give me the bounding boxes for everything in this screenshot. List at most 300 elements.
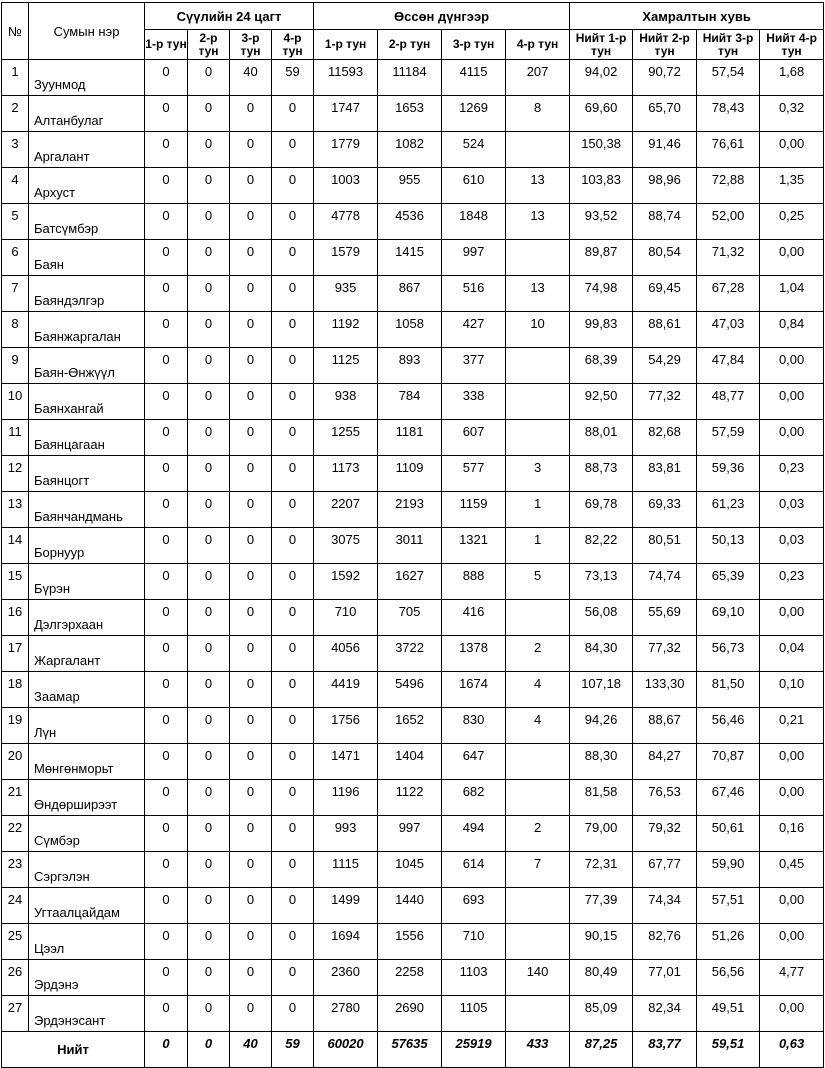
table-cell: 0 xyxy=(272,168,314,204)
table-cell: 0 xyxy=(230,528,272,564)
table-cell: 0 xyxy=(188,996,230,1032)
row-number: 27 xyxy=(2,996,29,1032)
header-last-24h: Сүүлийн 24 цагт xyxy=(145,3,314,30)
table-cell: 0 xyxy=(145,492,188,528)
header-cumulative: Өссөн дүнгээр xyxy=(314,3,570,30)
table-cell: 1192 xyxy=(314,312,378,348)
row-number: 6 xyxy=(2,240,29,276)
table-cell: 1653 xyxy=(378,96,442,132)
table-cell: 610 xyxy=(442,168,506,204)
table-cell: 494 xyxy=(442,816,506,852)
table-cell: 4,77 xyxy=(760,960,824,996)
table-row xyxy=(2,708,824,744)
row-number: 25 xyxy=(2,924,29,960)
row-number: 9 xyxy=(2,348,29,384)
table-cell: 103,83 xyxy=(570,168,633,204)
soum-name: Сүмбэр xyxy=(29,816,145,852)
table-cell: 56,56 xyxy=(697,960,760,996)
table-cell: 0 xyxy=(230,420,272,456)
table-cell: 0 xyxy=(145,816,188,852)
table-cell: 0,16 xyxy=(760,816,824,852)
total-cell: 0 xyxy=(145,1032,188,1068)
table-cell: 1173 xyxy=(314,456,378,492)
table-cell: 3011 xyxy=(378,528,442,564)
table-cell: 0 xyxy=(145,528,188,564)
table-cell: 79,32 xyxy=(633,816,697,852)
table-cell xyxy=(506,384,570,420)
table-cell: 4536 xyxy=(378,204,442,240)
table-cell: 0,10 xyxy=(760,672,824,708)
table-cell: 0 xyxy=(230,852,272,888)
table-cell: 2 xyxy=(506,816,570,852)
header-cum-dose-1: 1-р тун xyxy=(314,30,378,60)
table-cell: 72,31 xyxy=(570,852,633,888)
table-cell: 77,39 xyxy=(570,888,633,924)
total-cell: 0 xyxy=(188,1032,230,1068)
table-cell: 0 xyxy=(145,780,188,816)
table-cell: 81,50 xyxy=(697,672,760,708)
table-cell: 0,00 xyxy=(760,420,824,456)
table-cell: 0 xyxy=(272,132,314,168)
table-cell: 0 xyxy=(188,348,230,384)
table-cell: 0 xyxy=(188,312,230,348)
table-cell: 647 xyxy=(442,744,506,780)
table-cell: 0,45 xyxy=(760,852,824,888)
table-cell: 69,78 xyxy=(570,492,633,528)
table-cell: 77,32 xyxy=(633,384,697,420)
table-cell: 2258 xyxy=(378,960,442,996)
table-cell: 1848 xyxy=(442,204,506,240)
table-cell: 0,21 xyxy=(760,708,824,744)
table-row xyxy=(2,492,824,528)
header-cum-dose-4: 4-р тун xyxy=(506,30,570,60)
table-cell: 0 xyxy=(188,852,230,888)
total-cell: 60020 xyxy=(314,1032,378,1068)
table-cell: 997 xyxy=(442,240,506,276)
table-cell: 0,00 xyxy=(760,924,824,960)
table-cell: 0 xyxy=(272,240,314,276)
table-cell: 938 xyxy=(314,384,378,420)
header-coverage: Хамралтын хувь xyxy=(570,3,824,30)
table-cell: 0 xyxy=(230,744,272,780)
soum-name: Баянхангай xyxy=(29,384,145,420)
table-cell: 1471 xyxy=(314,744,378,780)
table-cell: 0 xyxy=(188,636,230,672)
table-cell: 67,28 xyxy=(697,276,760,312)
table-cell: 693 xyxy=(442,888,506,924)
table-cell: 88,67 xyxy=(633,708,697,744)
table-row xyxy=(2,348,824,384)
table-cell: 0 xyxy=(145,636,188,672)
row-number: 20 xyxy=(2,744,29,780)
table-cell: 0 xyxy=(230,672,272,708)
table-cell: 77,32 xyxy=(633,636,697,672)
table-cell: 67,77 xyxy=(633,852,697,888)
table-cell: 1627 xyxy=(378,564,442,600)
table-cell: 867 xyxy=(378,276,442,312)
table-cell: 1255 xyxy=(314,420,378,456)
table-cell: 0 xyxy=(188,564,230,600)
table-cell: 1 xyxy=(506,492,570,528)
table-cell: 59,36 xyxy=(697,456,760,492)
table-cell: 516 xyxy=(442,276,506,312)
soum-name: Бүрэн xyxy=(29,564,145,600)
table-cell: 69,33 xyxy=(633,492,697,528)
table-cell: 0,03 xyxy=(760,492,824,528)
table-row xyxy=(2,996,824,1032)
table-cell: 0,00 xyxy=(760,996,824,1032)
table-cell: 0 xyxy=(230,312,272,348)
table-row xyxy=(2,456,824,492)
table-cell: 0 xyxy=(272,492,314,528)
table-cell: 0,00 xyxy=(760,240,824,276)
table-cell: 5 xyxy=(506,564,570,600)
table-cell: 784 xyxy=(378,384,442,420)
total-label: Нийт xyxy=(2,1032,145,1068)
table-cell: 0 xyxy=(272,528,314,564)
table-cell: 57,54 xyxy=(697,60,760,96)
table-row xyxy=(2,312,824,348)
table-cell: 705 xyxy=(378,600,442,636)
table-cell: 4 xyxy=(506,708,570,744)
table-cell: 0 xyxy=(145,204,188,240)
table-cell: 4115 xyxy=(442,60,506,96)
table-cell: 893 xyxy=(378,348,442,384)
table-cell xyxy=(506,420,570,456)
table-cell: 91,46 xyxy=(633,132,697,168)
table-cell: 7 xyxy=(506,852,570,888)
row-number: 12 xyxy=(2,456,29,492)
row-number: 21 xyxy=(2,780,29,816)
table-cell: 1,04 xyxy=(760,276,824,312)
table-cell: 82,76 xyxy=(633,924,697,960)
table-cell: 0 xyxy=(145,600,188,636)
table-cell: 0 xyxy=(230,132,272,168)
table-cell: 88,01 xyxy=(570,420,633,456)
table-cell: 13 xyxy=(506,204,570,240)
table-cell: 0,23 xyxy=(760,564,824,600)
table-cell: 70,87 xyxy=(697,744,760,780)
row-number: 7 xyxy=(2,276,29,312)
table-row xyxy=(2,168,824,204)
soum-name: Баянжаргалан xyxy=(29,312,145,348)
header-cov-dose-1: Нийт 1-р тун xyxy=(570,30,633,60)
table-cell: 997 xyxy=(378,816,442,852)
table-cell: 0 xyxy=(145,744,188,780)
table-cell: 0 xyxy=(230,564,272,600)
total-row xyxy=(2,1032,824,1068)
table-cell: 0,23 xyxy=(760,456,824,492)
table-cell: 1003 xyxy=(314,168,378,204)
table-cell: 0 xyxy=(145,276,188,312)
table-cell: 140 xyxy=(506,960,570,996)
table-cell: 1045 xyxy=(378,852,442,888)
table-cell: 0 xyxy=(272,420,314,456)
table-row xyxy=(2,564,824,600)
row-number: 24 xyxy=(2,888,29,924)
table-cell: 0 xyxy=(230,456,272,492)
table-cell: 4419 xyxy=(314,672,378,708)
table-cell: 52,00 xyxy=(697,204,760,240)
soum-name: Мөнгөнморьт xyxy=(29,744,145,780)
table-cell: 0 xyxy=(145,312,188,348)
header-cum-dose-2: 2-р тун xyxy=(378,30,442,60)
vaccination-table xyxy=(1,2,824,1068)
table-cell: 90,15 xyxy=(570,924,633,960)
table-cell: 2360 xyxy=(314,960,378,996)
table-cell: 0 xyxy=(188,384,230,420)
table-cell: 81,58 xyxy=(570,780,633,816)
table-cell: 0 xyxy=(145,456,188,492)
table-cell: 51,26 xyxy=(697,924,760,960)
table-cell: 0 xyxy=(272,348,314,384)
table-cell: 71,32 xyxy=(697,240,760,276)
soum-name: Лүн xyxy=(29,708,145,744)
table-cell: 82,68 xyxy=(633,420,697,456)
table-cell: 59,90 xyxy=(697,852,760,888)
table-cell: 99,83 xyxy=(570,312,633,348)
table-cell xyxy=(506,744,570,780)
table-cell xyxy=(506,600,570,636)
soum-name: Жаргалант xyxy=(29,636,145,672)
table-cell: 0 xyxy=(230,96,272,132)
table-cell: 0,25 xyxy=(760,204,824,240)
table-cell: 65,70 xyxy=(633,96,697,132)
table-cell: 0 xyxy=(272,960,314,996)
table-cell: 1058 xyxy=(378,312,442,348)
table-cell: 0 xyxy=(188,816,230,852)
soum-name: Дэлгэрхаан xyxy=(29,600,145,636)
table-row xyxy=(2,744,824,780)
table-cell: 0 xyxy=(272,636,314,672)
table-cell: 1321 xyxy=(442,528,506,564)
table-cell: 682 xyxy=(442,780,506,816)
table-cell: 72,88 xyxy=(697,168,760,204)
table-cell: 338 xyxy=(442,384,506,420)
total-cell: 59 xyxy=(272,1032,314,1068)
header-cov-dose-3: Нийт 3-р тун xyxy=(697,30,760,60)
table-cell: 49,51 xyxy=(697,996,760,1032)
table-cell xyxy=(506,924,570,960)
table-cell: 50,61 xyxy=(697,816,760,852)
table-cell: 935 xyxy=(314,276,378,312)
table-cell: 0 xyxy=(145,240,188,276)
header-24h-dose-3: 3-р тун xyxy=(230,30,272,60)
table-cell: 0 xyxy=(188,168,230,204)
table-cell: 0 xyxy=(188,492,230,528)
table-cell: 0 xyxy=(230,168,272,204)
table-cell: 74,74 xyxy=(633,564,697,600)
table-cell: 0 xyxy=(188,672,230,708)
table-row xyxy=(2,672,824,708)
table-cell: 0 xyxy=(188,276,230,312)
soum-name: Баянцогт xyxy=(29,456,145,492)
table-cell: 2 xyxy=(506,636,570,672)
soum-name: Зуунмод xyxy=(29,60,145,96)
table-cell: 0,00 xyxy=(760,780,824,816)
table-cell: 607 xyxy=(442,420,506,456)
table-cell: 830 xyxy=(442,708,506,744)
table-cell: 2207 xyxy=(314,492,378,528)
table-cell: 3722 xyxy=(378,636,442,672)
table-cell: 0 xyxy=(188,96,230,132)
table-cell: 88,74 xyxy=(633,204,697,240)
table-cell: 40 xyxy=(230,60,272,96)
table-cell: 11184 xyxy=(378,60,442,96)
header-24h-dose-2: 2-р тун xyxy=(188,30,230,60)
table-cell: 80,49 xyxy=(570,960,633,996)
table-cell: 0 xyxy=(230,384,272,420)
table-cell: 0 xyxy=(188,60,230,96)
table-cell: 13 xyxy=(506,168,570,204)
table-cell: 1592 xyxy=(314,564,378,600)
table-cell: 57,51 xyxy=(697,888,760,924)
table-cell: 107,18 xyxy=(570,672,633,708)
table-cell: 1404 xyxy=(378,744,442,780)
total-cell: 25919 xyxy=(442,1032,506,1068)
table-cell: 0 xyxy=(272,780,314,816)
soum-name: Борнуур xyxy=(29,528,145,564)
table-cell: 0 xyxy=(188,744,230,780)
table-cell: 0,04 xyxy=(760,636,824,672)
table-cell: 76,61 xyxy=(697,132,760,168)
table-cell: 0 xyxy=(230,204,272,240)
table-cell: 1181 xyxy=(378,420,442,456)
table-row xyxy=(2,60,824,96)
table-cell: 94,02 xyxy=(570,60,633,96)
table-cell: 69,10 xyxy=(697,600,760,636)
table-cell: 1125 xyxy=(314,348,378,384)
table-cell: 88,61 xyxy=(633,312,697,348)
table-cell: 4 xyxy=(506,672,570,708)
table-cell: 0 xyxy=(145,420,188,456)
table-cell: 0 xyxy=(230,636,272,672)
table-cell: 0 xyxy=(188,960,230,996)
table-cell: 98,96 xyxy=(633,168,697,204)
table-cell: 2780 xyxy=(314,996,378,1032)
table-cell: 524 xyxy=(442,132,506,168)
table-cell: 0 xyxy=(230,240,272,276)
row-number: 10 xyxy=(2,384,29,420)
table-cell: 1779 xyxy=(314,132,378,168)
table-cell xyxy=(506,348,570,384)
table-cell: 69,60 xyxy=(570,96,633,132)
row-number: 15 xyxy=(2,564,29,600)
table-cell: 1440 xyxy=(378,888,442,924)
table-cell: 0 xyxy=(188,924,230,960)
table-cell: 90,72 xyxy=(633,60,697,96)
total-cell: 87,25 xyxy=(570,1032,633,1068)
row-number: 1 xyxy=(2,60,29,96)
table-cell: 56,46 xyxy=(697,708,760,744)
row-number: 4 xyxy=(2,168,29,204)
soum-name: Архуст xyxy=(29,168,145,204)
table-row xyxy=(2,924,824,960)
header-24h-dose-4: 4-р тун xyxy=(272,30,314,60)
table-cell: 0 xyxy=(145,996,188,1032)
table-cell: 1,68 xyxy=(760,60,824,96)
table-cell: 0 xyxy=(230,492,272,528)
table-cell: 955 xyxy=(378,168,442,204)
total-cell: 0,63 xyxy=(760,1032,824,1068)
table-cell xyxy=(506,888,570,924)
table-cell: 0 xyxy=(272,600,314,636)
row-number: 14 xyxy=(2,528,29,564)
table-cell: 1579 xyxy=(314,240,378,276)
row-number: 8 xyxy=(2,312,29,348)
table-cell: 0 xyxy=(272,888,314,924)
table-cell: 0 xyxy=(145,564,188,600)
total-cell: 59,51 xyxy=(697,1032,760,1068)
table-cell: 80,54 xyxy=(633,240,697,276)
table-cell: 416 xyxy=(442,600,506,636)
row-number: 13 xyxy=(2,492,29,528)
table-cell: 92,50 xyxy=(570,384,633,420)
table-cell: 0 xyxy=(230,888,272,924)
table-cell: 73,13 xyxy=(570,564,633,600)
table-cell: 0 xyxy=(272,384,314,420)
table-cell: 68,39 xyxy=(570,348,633,384)
table-cell: 0 xyxy=(272,96,314,132)
table-cell: 1378 xyxy=(442,636,506,672)
table-cell: 0,00 xyxy=(760,600,824,636)
table-cell: 2690 xyxy=(378,996,442,1032)
table-cell: 0 xyxy=(145,60,188,96)
table-cell: 0,03 xyxy=(760,528,824,564)
table-cell: 82,34 xyxy=(633,996,697,1032)
table-cell: 0 xyxy=(145,708,188,744)
table-cell: 4778 xyxy=(314,204,378,240)
total-cell: 40 xyxy=(230,1032,272,1068)
header-cum-dose-3: 3-р тун xyxy=(442,30,506,60)
table-cell: 1269 xyxy=(442,96,506,132)
soum-name: Эрдэнэ xyxy=(29,960,145,996)
table-cell: 1122 xyxy=(378,780,442,816)
table-cell: 0 xyxy=(188,600,230,636)
row-number: 3 xyxy=(2,132,29,168)
table-cell: 0 xyxy=(230,276,272,312)
table-cell: 0 xyxy=(188,528,230,564)
table-cell: 54,29 xyxy=(633,348,697,384)
table-body xyxy=(2,60,824,1068)
table-cell: 84,27 xyxy=(633,744,697,780)
table-cell: 0 xyxy=(145,384,188,420)
table-cell: 888 xyxy=(442,564,506,600)
table-cell: 0 xyxy=(188,888,230,924)
table-cell: 0 xyxy=(272,276,314,312)
table-cell: 1109 xyxy=(378,456,442,492)
table-cell: 0 xyxy=(230,816,272,852)
table-cell: 0 xyxy=(188,240,230,276)
table-row xyxy=(2,888,824,924)
table-cell: 207 xyxy=(506,60,570,96)
table-cell: 0 xyxy=(272,564,314,600)
table-cell: 0 xyxy=(272,996,314,1032)
table-cell: 1103 xyxy=(442,960,506,996)
table-cell: 82,22 xyxy=(570,528,633,564)
table-cell: 0 xyxy=(230,996,272,1032)
soum-name: Баяндэлгэр xyxy=(29,276,145,312)
table-row xyxy=(2,204,824,240)
table-cell: 0,00 xyxy=(760,348,824,384)
table-cell: 0 xyxy=(145,168,188,204)
table-cell: 1115 xyxy=(314,852,378,888)
table-cell: 80,51 xyxy=(633,528,697,564)
table-row xyxy=(2,852,824,888)
table-cell: 84,30 xyxy=(570,636,633,672)
table-cell: 0 xyxy=(272,744,314,780)
table-cell: 427 xyxy=(442,312,506,348)
